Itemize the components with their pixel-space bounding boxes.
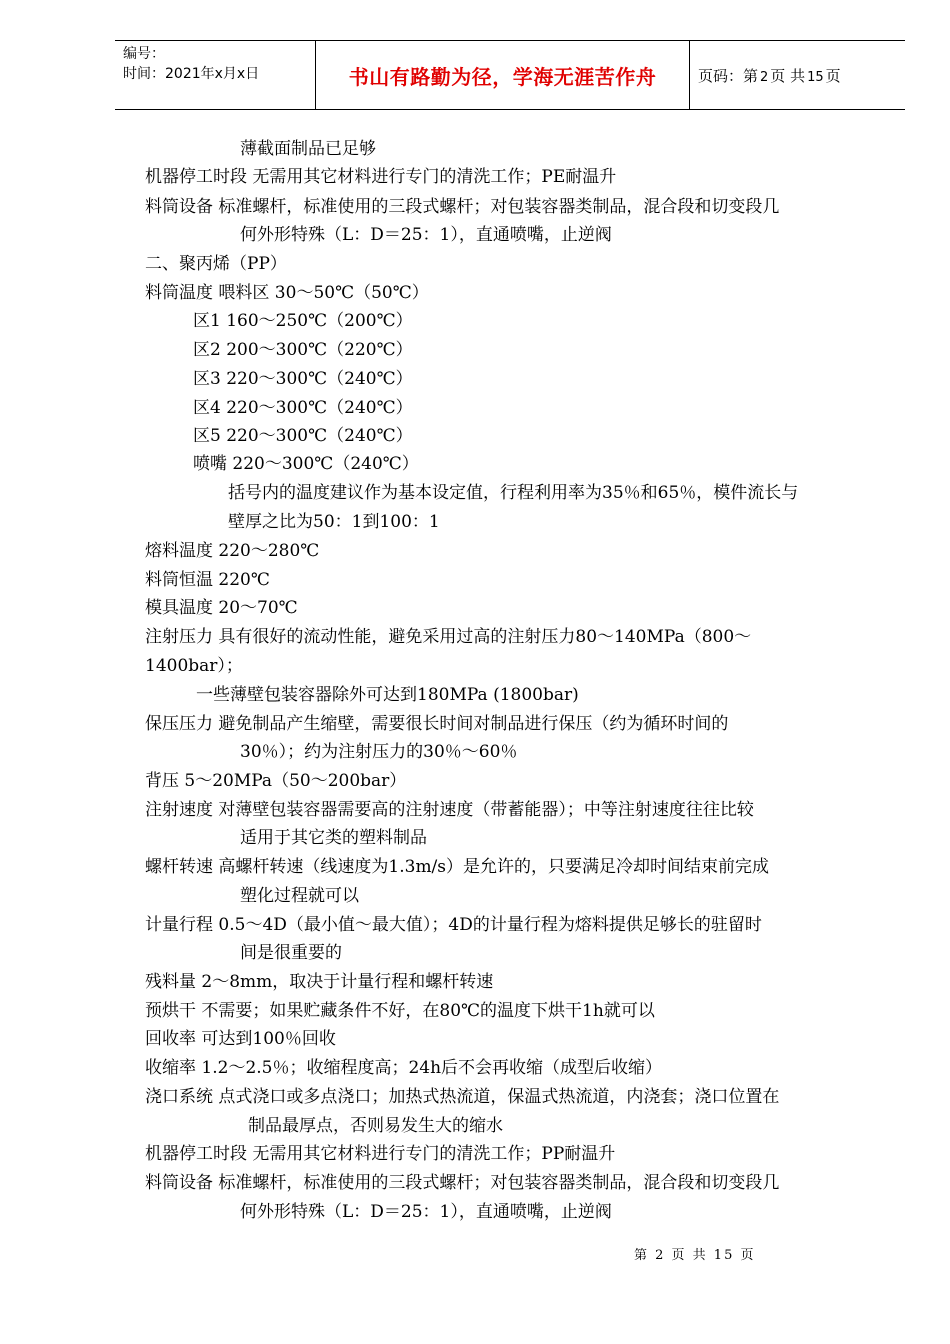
- text-line: 薄截面制品已足够: [240, 139, 376, 159]
- text-line: 背压 5～20MPa（50～200bar）: [145, 771, 407, 791]
- text-line: 制品最厚点，否则易发生大的缩水: [248, 1116, 503, 1136]
- text-line: 预烘干 不需要；如果贮藏条件不好，在80℃的温度下烘干1h就可以: [145, 1001, 655, 1021]
- text-line: 区5 220～300℃（240℃）: [193, 426, 413, 446]
- text-line: 模具温度 20～70℃: [145, 598, 298, 618]
- text-line: 残料量 2～8mm，取决于计量行程和螺杆转速: [145, 972, 494, 992]
- text-line: 保压压力 避免制品产生缩壁，需要很长时间对制品进行保压（约为循环时间的: [145, 714, 729, 734]
- text-line: 一些薄壁包装容器除外可达到180MPa (1800bar): [196, 685, 579, 705]
- text-line: 注射压力 具有很好的流动性能，避免采用过高的注射压力80～140MPa（800～: [145, 627, 752, 647]
- text-line: 适用于其它类的塑料制品: [240, 828, 427, 848]
- page-prefix: 页码：第: [698, 66, 759, 85]
- text-line: 何外形特殊（L：D＝25：1），直通喷嘴，止逆阀: [240, 1202, 612, 1222]
- text-line: 塑化过程就可以: [240, 886, 359, 906]
- header-motto: 书山有路勤为径，学海无涯苦作舟: [348, 64, 657, 89]
- text-line: 壁厚之比为50：1到100：1: [228, 512, 440, 532]
- document-number-label: 编号：: [123, 46, 165, 62]
- text-line: 区3 220～300℃（240℃）: [193, 369, 413, 389]
- text-line: 料筒设备 标准螺杆，标准使用的三段式螺杆；对包装容器类制品，混合段和切变段几: [145, 197, 780, 217]
- text-line: 螺杆转速 高螺杆转速（线速度为1.3m/s）是允许的，只要满足冷却时间结束前完成: [145, 857, 770, 877]
- text-line: 区2 200～300℃（220℃）: [193, 340, 413, 360]
- text-line: 区1 160～250℃（200℃）: [193, 311, 413, 331]
- text-line: 何外形特殊（L：D＝25：1），直通喷嘴，止逆阀: [240, 225, 612, 245]
- text-line: 喷嘴 220～300℃（240℃）: [193, 454, 419, 474]
- text-line: 料筒恒温 220℃: [145, 570, 270, 590]
- text-line: 区4 220～300℃（240℃）: [193, 398, 413, 418]
- text-line: 括号内的温度建议作为基本设定值，行程利用率为35％和65％，模件流长与: [228, 483, 799, 503]
- text-line: 计量行程 0.5～4D（最小值～最大值）；4D的计量行程为熔料提供足够长的驻留时: [145, 915, 762, 935]
- text-line: 1400bar）；: [145, 656, 243, 676]
- text-line: 浇口系统 点式浇口或多点浇口；加热式热流道，保温式热流道，内浇套；浇口位置在: [145, 1087, 780, 1107]
- text-line: 间是很重要的: [240, 943, 342, 963]
- page-suffix: 页: [825, 66, 841, 85]
- text-line: 熔料温度 220～280℃: [145, 541, 320, 561]
- page-mid: 页 共: [770, 66, 806, 85]
- text-line: 料筒温度 喂料区 30～50℃（50℃）: [145, 283, 429, 303]
- text-line: 收缩率 1.2～2.5％；收缩程度高；24h后不会再收缩（成型后收缩）: [145, 1058, 663, 1078]
- text-line: 料筒设备 标准螺杆，标准使用的三段式螺杆；对包装容器类制品，混合段和切变段几: [145, 1173, 780, 1193]
- document-time-label: 时间：2021年x月x日: [123, 66, 260, 82]
- section-heading: 二、聚丙烯（PP）: [145, 254, 287, 274]
- text-line: 回收率 可达到100％回收: [145, 1029, 336, 1049]
- page-total: 15: [807, 69, 824, 85]
- text-line: 机器停工时段 无需用其它材料进行专门的清洗工作；PP耐温升: [145, 1144, 616, 1164]
- footer-page-number: 第 2 页 共 15 页: [634, 1248, 756, 1263]
- page-current: 2: [760, 69, 769, 85]
- text-line: 30％）；约为注射压力的30％～60％: [240, 742, 518, 762]
- text-line: 机器停工时段 无需用其它材料进行专门的清洗工作；PE耐温升: [145, 167, 617, 187]
- text-line: 注射速度 对薄壁包装容器需要高的注射速度（带蓄能器）；中等注射速度往往比较: [145, 800, 754, 820]
